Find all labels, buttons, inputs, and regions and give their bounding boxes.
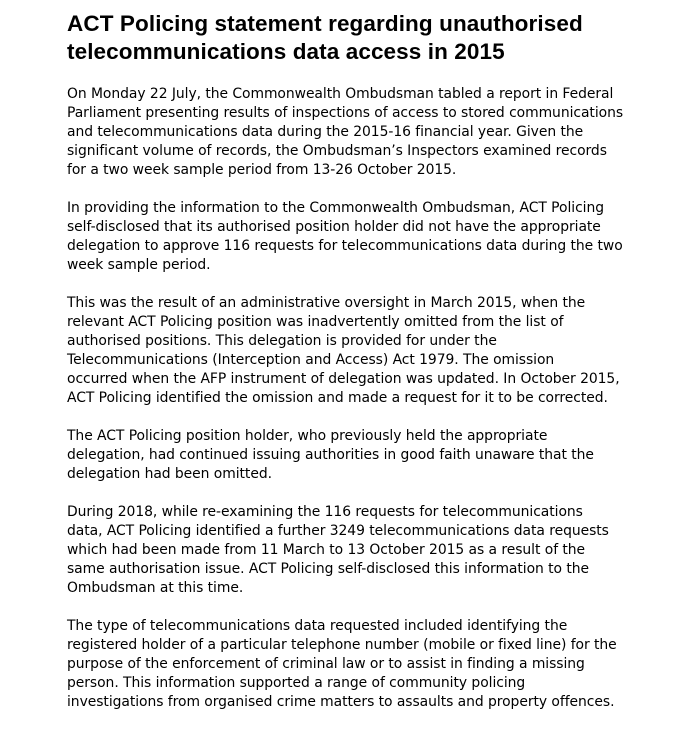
paragraph-line: registered holder of a particular telephone number (mobile or fixed line) for the [67,637,617,653]
paragraph-line: delegation, had continued issuing authorities in good faith unaware that the [67,447,594,463]
paragraph-line: authorised positions. This delegation is provided for under the [67,333,497,349]
paragraph-line: significant volume of records, the Ombudsman’s Inspectors examined records [67,143,607,159]
paragraph-line: same authorisation issue. ACT Policing self-disclosed this information to the [67,561,590,577]
paragraph-line: Parliament presenting results of inspections of access to stored communications [67,105,624,121]
paragraph-line: which had been made from 11 March to 13 October 2015 as a result of the [67,542,586,558]
paragraph-line: occurred when the AFP instrument of delegation was updated. In October 2015, [67,371,620,387]
paragraph-line: data, ACT Policing identified a further 3249 telecommunications data requests [67,523,609,539]
paragraph-line: investigations from organised crime matters to assaults and property offences. [67,694,615,710]
paragraph-line: ACT Policing identified the omission and made a request for it to be corrected. [67,390,608,406]
page-title-line-2: telecommunications data access in 2015 [67,39,505,64]
paragraph-line: On Monday 22 July, the Commonwealth Ombudsman tabled a report in Federal [67,86,614,102]
paragraph-further-requests [67,503,667,598]
document-page [67,10,667,731]
paragraph-line: This was the result of an administrative oversight in March 2015, when the [67,295,586,311]
paragraph-administrative-oversight [67,294,667,408]
paragraph-line: for a two week sample period from 13-26 October 2015. [67,162,457,178]
paragraph-self-disclosure [67,199,667,275]
paragraph-line: person. This information supported a range of community policing [67,675,526,691]
paragraph-line: The type of telecommunications data requested included identifying the [67,618,568,634]
paragraph-line: During 2018, while re-examining the 116 requests for telecommunications [67,504,583,520]
paragraph-line: delegation had been omitted. [67,466,272,482]
paragraph-line: self-disclosed that its authorised position holder did not have the appropriate [67,219,601,235]
paragraph-line: The ACT Policing position holder, who previously held the appropriate [67,428,548,444]
paragraph-line: delegation to approve 116 requests for telecommunications data during the two [67,238,623,254]
paragraph-line: Ombudsman at this time. [67,580,244,596]
paragraph-good-faith [67,427,667,484]
paragraph-line: Telecommunications (Interception and Access) Act 1979. The omission [67,352,555,368]
paragraph-line: and telecommunications data during the 2015-16 financial year. Given the [67,124,584,140]
paragraph-data-type [67,617,667,712]
paragraph-line: In providing the information to the Commonwealth Ombudsman, ACT Policing [67,200,604,216]
paragraph-ombudsman-report [67,85,667,180]
paragraph-line: week sample period. [67,257,211,273]
page-title-line-1: ACT Policing statement regarding unauthorised [67,11,583,36]
page-title [67,10,667,66]
paragraph-line: purpose of the enforcement of criminal law or to assist in finding a missing [67,656,585,672]
paragraph-line: relevant ACT Policing position was inadvertently omitted from the list of [67,314,564,330]
